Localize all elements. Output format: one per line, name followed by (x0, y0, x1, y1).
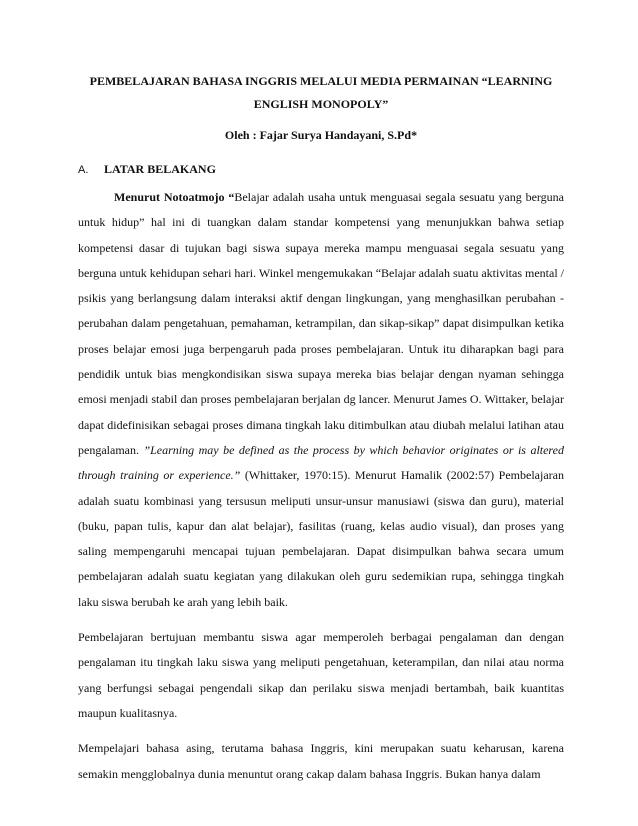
paragraph-1 (78, 185, 564, 615)
p1-bold-lead: Menurut Notoatmojo “ (114, 190, 235, 204)
section-number: A. (78, 164, 89, 176)
section-title: LATAR BELAKANG (104, 162, 216, 176)
author-line: Oleh : Fajar Surya Handayani, S.Pd* (224, 128, 418, 142)
p1-text-b: (Whittaker, 1970:15). Menurut Hamalik (2002:57) Pembelajaran adalah suatu kombinasi yang tersusun meliputi unsur-unsur manusiawi (siswa dan guru), material (buku, papan tulis, kapur dan alat belajar), fasilitas (ruang, kelas audio visual), dan proses yang saling mempengaruhi mencapai tujuan pembelajaran. Dapat disimpulkan bahwa secara umum pembelajaran adalah suatu kegiatan yang dilakukan oleh guru sedemikian rupa, sehingga tingkah laku siswa berubah ke arah yang lebih baik. (78, 468, 564, 609)
document-title: PEMBELAJARAN BAHASA INGGRIS MELALUI MEDIA PERMAINAN “LEARNING ENGLISH MONOPOLY” (89, 74, 553, 111)
section-heading (78, 161, 216, 178)
paragraph-3: Mempelajari bahasa asing, terutama bahasa Inggris, kini merupakan suatu keharusan, karena semakin mengglobalnya dunia menuntut orang cakap dalam bahasa Inggris. Bukan hanya dalam (78, 741, 564, 781)
p1-italic-quote: ”Learning may be defined as the process by which behavior originates or is altered through training or experience.” (78, 442, 564, 483)
paragraph-2: Pembelajaran bertujuan membantu siswa agar memperoleh berbagai pengalaman dan dengan pengalaman itu tingkah laku siswa yang meliputi pengetahuan, keterampilan, dan nilai atau norma yang berfungsi sebagai pengendali sikap dan perilaku siswa menjadi bertambah, baik kuantitas maupun kualitasnya. (78, 630, 564, 720)
p1-text-a: Belajar adalah usaha untuk menguasai segala sesuatu yang berguna untuk hidup” hal ini di tuangkan dalam standar kompetensi yang menunjukkan bahwa setiap kompetensi dasar di tujukan bagi siswa supaya mereka mampu menguasai segala sesuatu yang berguna untuk kehidupan sehari hari. Winkel mengemukakan “Belajar adalah suatu aktivitas mental / psikis yang berlangsung dalam interaksi aktif dengan lingkungan, yang menghasilkan perubahan - perubahan dalam pengetahuan, pemahaman, ketrampilan, dan sikap-sikap” dapat disimpulkan ketika proses belajar emosi juga berpengaruh pada proses pembelajaran. Untuk itu diharapkan bagi para pendidik untuk bias mengkondisikan siswa supaya mereka bias belajar dengan nyaman sehingga emosi menjadi stabil dan proses pembelajaran berjalan dg lancer. Menurut James O. Wittaker, belajar dapat didefinisikan sebagai proses dimana tingkah laku ditimbulkan atau diubah melalui latihan atau pengalaman. (78, 190, 565, 457)
document-body (78, 185, 564, 797)
